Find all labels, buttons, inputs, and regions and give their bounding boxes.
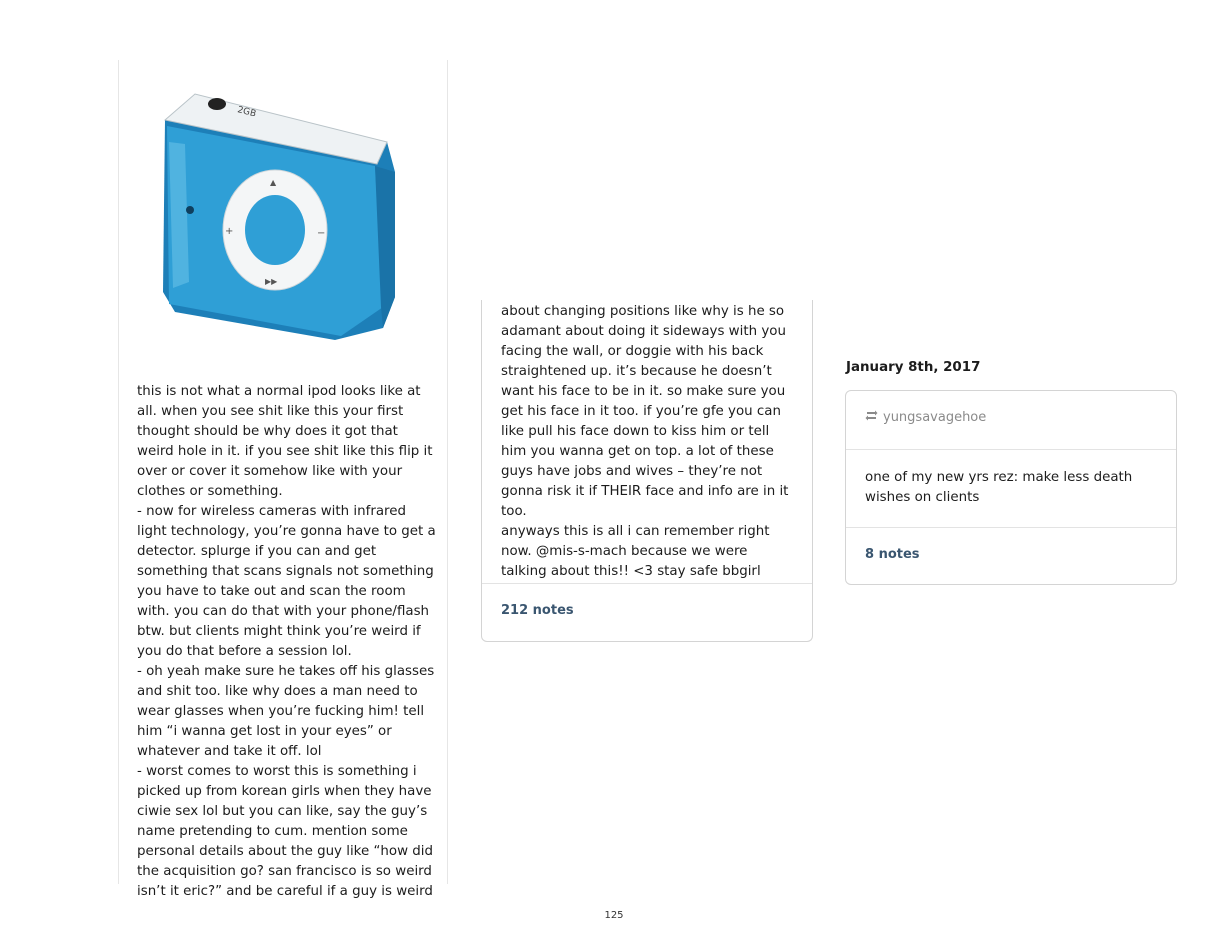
reblog-username[interactable]: yungsavagehoe	[883, 410, 987, 425]
ipod-label: 2GB	[236, 105, 258, 120]
notes-link[interactable]: 8 notes	[865, 547, 920, 562]
notes-link[interactable]: 212 notes	[501, 603, 574, 618]
post-date: January 8th, 2017	[846, 360, 981, 375]
card-divider	[846, 527, 1176, 528]
svg-text:+: +	[225, 226, 234, 237]
post-body-text: one of my new yrs rez: make less death wishes on clients	[865, 470, 1133, 505]
post-card-right	[845, 390, 1177, 585]
svg-text:▲: ▲	[270, 178, 277, 187]
post-body-text: this is not what a normal ipod looks like at all. when you see shit like this your first thought should be why does it got that weird hole in it. if you see shit like this flip it over or cover it somehow like with your clothes or something. - now for wireless cameras with infrared light technology, you’re gonna have to get a detector. splurge if you can and get something that scans signals not something you have to take out and scan the room with. you can do that with your phone/flash btw. but clients might think you’re weird if you do that before a session lol. - oh yeah make sure he takes off his glasses and shit too. like why does a man need to wear glasses when you’re fucking him! tell him “i wanna get lost in your eyes” or whatever and take it off. lol - worst comes to worst this is something i picked up from korean girls when they have ciwie sex lol but you can like, say the guy’s name pretending to cum. mention some personal details about the guy like “how did the acquisition go? san francisco is so weird isn’t it eric?” and be careful if a guy is weird	[137, 384, 436, 899]
post-card-middle	[481, 300, 813, 642]
reblog-icon	[865, 410, 878, 425]
post-body-text: about changing positions like why is he so adamant about doing it sideways with you facing the wall, or doggie with his back straightened up. it’s because he doesn’t want his face to be in it. so make sure you get his face in it too. if you’re gfe you can like pull his face down to kiss him or tell him you wanna get on top. a lot of these guys have jobs and wives – they’re not gonna risk it if THEIR face and info are in it too. anyways this is all i can remember right now. @mis-s-mach because we were talking about this!! <3 stay safe bbgirl	[501, 304, 789, 579]
card-divider	[846, 449, 1176, 450]
ipod-shuffle-image	[155, 82, 400, 342]
svg-text:▶▶: ▶▶	[265, 277, 278, 286]
reblog-header	[865, 410, 986, 425]
page-number: 125	[604, 910, 624, 921]
post-column-left	[118, 60, 448, 899]
card-divider	[482, 583, 812, 584]
svg-text:−: −	[317, 228, 326, 239]
